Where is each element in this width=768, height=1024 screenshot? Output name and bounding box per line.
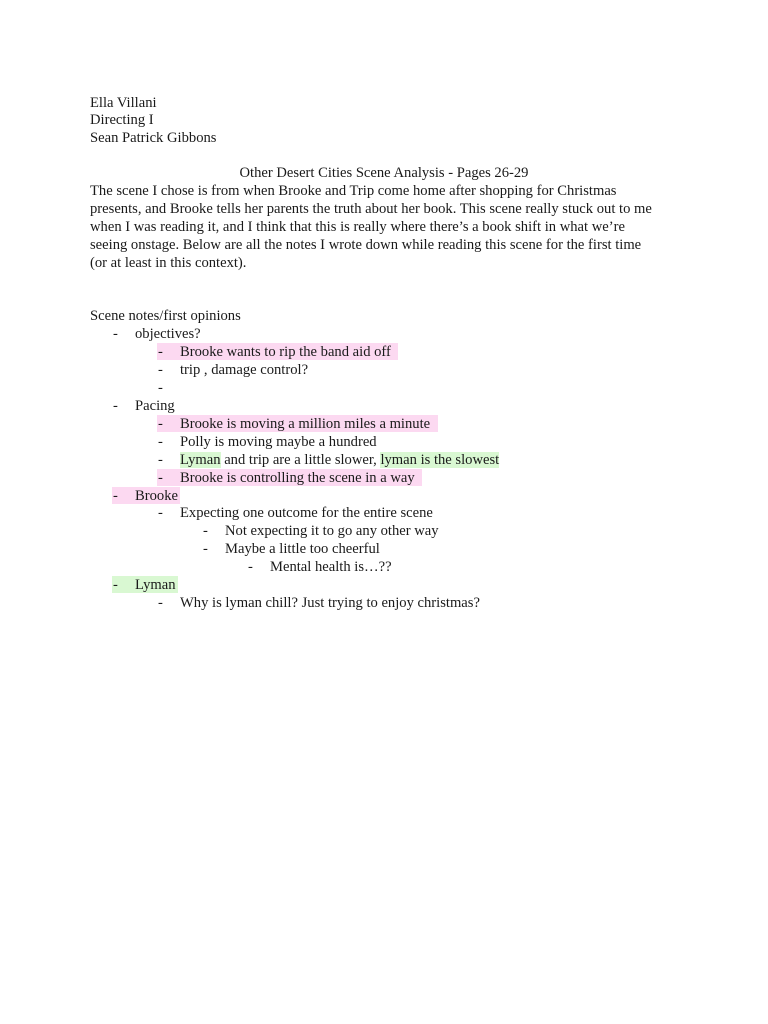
bullet-dash: - xyxy=(158,380,163,396)
list-item: Polly is moving maybe a hundred xyxy=(180,434,377,450)
list-item: Lyman xyxy=(135,577,176,593)
list-item: Expecting one outcome for the entire scene xyxy=(180,505,433,521)
bullet-dash: - xyxy=(158,416,163,432)
bullet-dash: - xyxy=(158,362,163,378)
bullet-dash: - xyxy=(248,559,253,575)
bullet-dash: - xyxy=(203,523,208,539)
list-item xyxy=(180,451,499,469)
list-item: Maybe a little too cheerful xyxy=(225,541,380,557)
intro-line: seeing onstage. Below are all the notes I wrote down while reading this scene for the first time xyxy=(90,237,642,253)
list-item: Not expecting it to go any other way xyxy=(225,523,439,539)
bullet-dash: - xyxy=(158,505,163,521)
list-item: trip , damage control? xyxy=(180,362,309,378)
intro-line: when I was reading it, and I think that this is really where there’s a book shift in what we’re xyxy=(90,219,625,235)
bullet-dash: - xyxy=(158,344,163,360)
intro-line: presents, and Brooke tells her parents the truth about her book. This scene really stuck out to me xyxy=(90,201,652,217)
list-item: Brooke xyxy=(135,488,178,504)
list-item: objectives? xyxy=(135,326,201,342)
bullet-dash: - xyxy=(158,470,163,486)
course-name: Directing I xyxy=(90,112,154,128)
list-item: Brooke wants to rip the band aid off xyxy=(180,344,391,360)
list-item-text: and trip are a little slower, xyxy=(220,452,381,468)
list-item: Brooke is moving a million miles a minute xyxy=(180,416,431,432)
intro-line: (or at least in this context). xyxy=(90,255,247,271)
bullet-dash: - xyxy=(158,434,163,450)
instructor-name: Sean Patrick Gibbons xyxy=(90,130,217,146)
bullet-dash: - xyxy=(113,488,118,504)
bullet-dash: - xyxy=(113,398,118,414)
bullet-dash: - xyxy=(203,541,208,557)
document-title: Other Desert Cities Scene Analysis - Pages 26-29 xyxy=(239,165,529,181)
bullet-dash: - xyxy=(113,326,118,342)
bullet-dash: - xyxy=(158,595,163,611)
notes-heading: Scene notes/first opinions xyxy=(90,308,241,324)
intro-line: The scene I chose is from when Brooke and Trip come home after shopping for Christmas xyxy=(90,183,617,199)
list-item: Why is lyman chill? Just trying to enjoy christmas? xyxy=(180,595,480,611)
list-item: Brooke is controlling the scene in a way xyxy=(180,470,415,486)
list-item: Pacing xyxy=(135,398,175,414)
highlight-green: lyman is the slowest xyxy=(380,452,500,468)
author-name: Ella Villani xyxy=(90,95,157,111)
list-item: Mental health is…?? xyxy=(270,559,392,575)
highlight-green: Lyman xyxy=(180,452,221,468)
bullet-dash: - xyxy=(113,577,118,593)
bullet-dash: - xyxy=(158,452,163,468)
